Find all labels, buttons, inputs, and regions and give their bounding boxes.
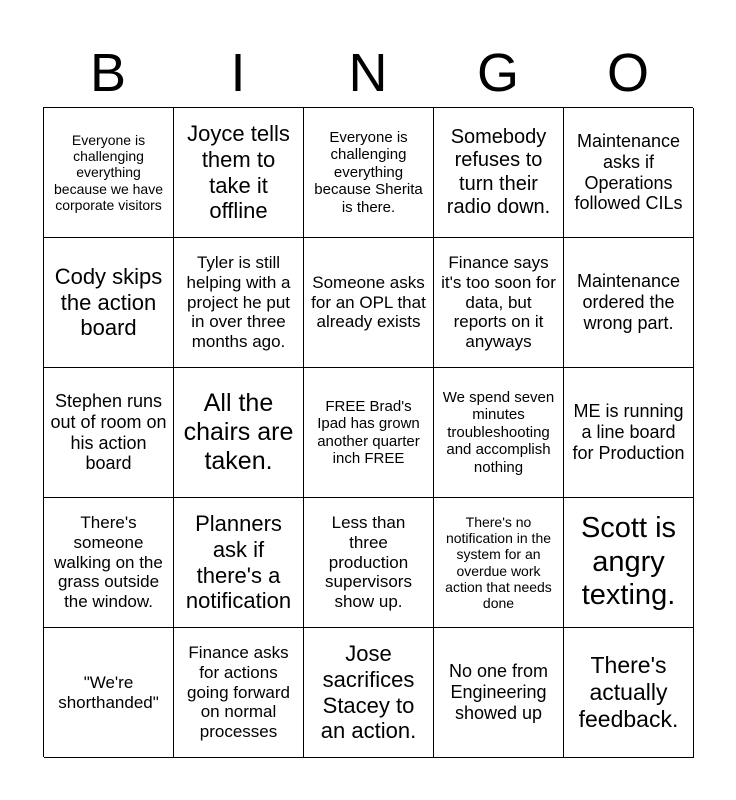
header-letter-i: I [230, 43, 246, 103]
bingo-cell-1[interactable]: Everyone is challenging everything because we have corporate visitors [44, 108, 174, 238]
bingo-cell-7[interactable]: Tyler is still helping with a project he put in over three months ago. [174, 238, 304, 368]
header-letter-b: B [89, 43, 127, 103]
bingo-cell-16[interactable]: There's someone walking on the grass outside the window. [44, 498, 174, 628]
header-letter-g: G [476, 43, 519, 103]
bingo-cell-12[interactable]: All the chairs are taken. [174, 368, 304, 498]
bingo-cell-11[interactable]: Stephen runs out of room on his action board [44, 368, 174, 498]
header-letter-o: O [606, 43, 649, 103]
bingo-cell-19[interactable]: There's no notification in the system for an overdue work action that needs done [434, 498, 564, 628]
bingo-cell-14[interactable]: We spend seven minutes troubleshooting and accomplish nothing [434, 368, 564, 498]
bingo-header [43, 38, 693, 108]
bingo-cell-21[interactable]: "We're shorthanded" [44, 628, 174, 758]
bingo-cell-6[interactable]: Cody skips the action board [44, 238, 174, 368]
bingo-cell-15[interactable]: ME is running a line board for Production [564, 368, 694, 498]
bingo-cell-22[interactable]: Finance asks for actions going forward on normal processes [174, 628, 304, 758]
bingo-cell-23[interactable]: Jose sacrifices Stacey to an action. [304, 628, 434, 758]
bingo-cell-10[interactable]: Maintenance ordered the wrong part. [564, 238, 694, 368]
bingo-cell-5[interactable]: Maintenance asks if Operations followed CILs [564, 108, 694, 238]
bingo-cell-24[interactable]: No one from Engineering showed up [434, 628, 564, 758]
bingo-cell-25[interactable]: There's actually feedback. [564, 628, 694, 758]
bingo-cell-8[interactable]: Someone asks for an OPL that already exists [304, 238, 434, 368]
bingo-cell-4[interactable]: Somebody refuses to turn their radio down. [434, 108, 564, 238]
bingo-cell-13[interactable]: FREE Brad's Ipad has grown another quarter inch FREE [304, 368, 434, 498]
bingo-cell-18[interactable]: Less than three production supervisors show up. [304, 498, 434, 628]
bingo-cell-17[interactable]: Planners ask if there's a notification [174, 498, 304, 628]
header-letter-n: N [348, 43, 388, 103]
bingo-grid [43, 107, 693, 757]
bingo-cell-9[interactable]: Finance says it's too soon for data, but reports on it anyways [434, 238, 564, 368]
bingo-cell-2[interactable]: Joyce tells them to take it offline [174, 108, 304, 238]
bingo-cell-3[interactable]: Everyone is challenging everything because Sherita is there. [304, 108, 434, 238]
bingo-cell-20[interactable]: Scott is angry texting. [564, 498, 694, 628]
